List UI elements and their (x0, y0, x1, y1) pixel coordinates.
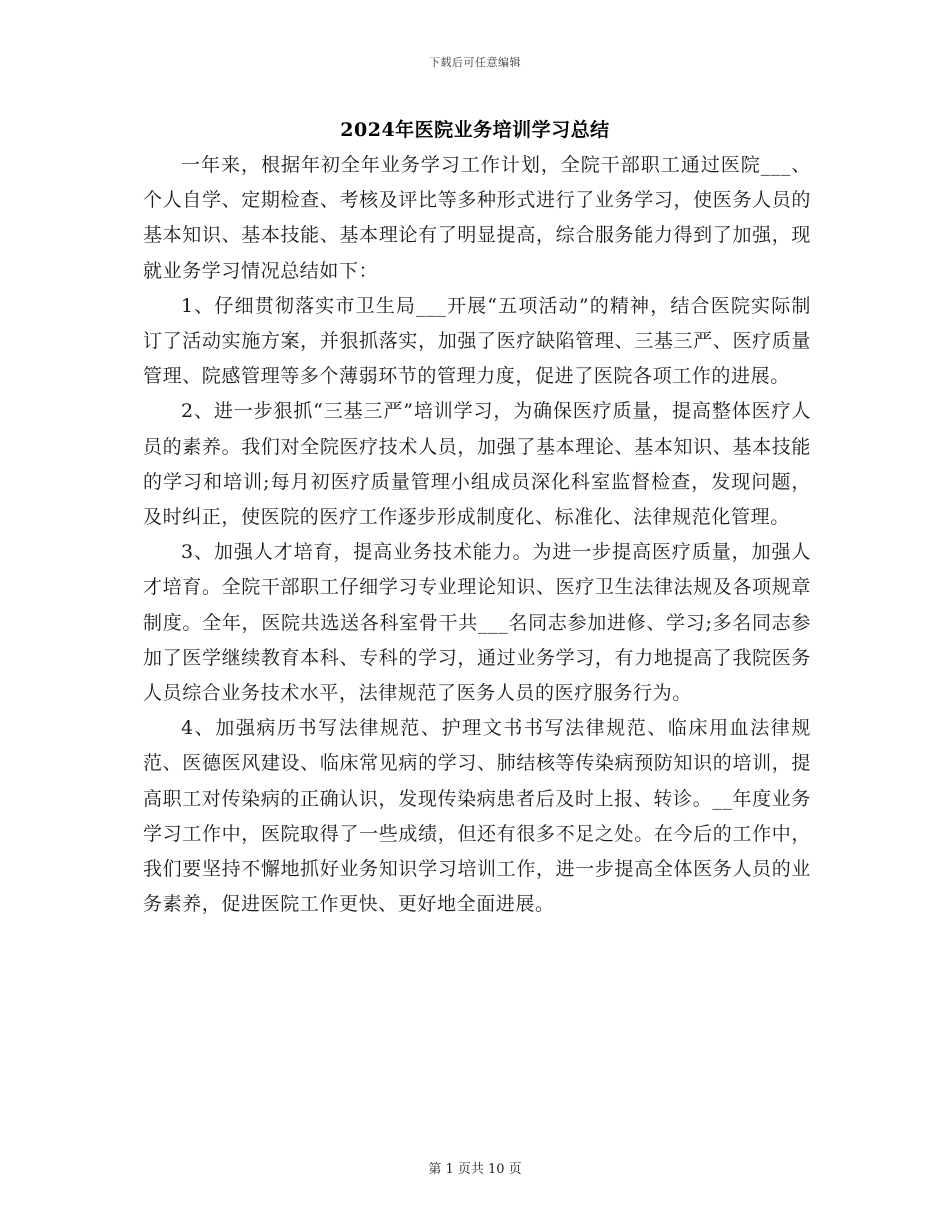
paragraph-item-1: 1、仔细贯彻落实市卫生局___开展“五项活动”的精神，结合医院实际制订了活动实施方案，并狠抓落实，加强了医疗缺陷管理、三基三严、医疗质量管理、院感管理等多个薄弱环节的管理力度，促进了医院各项工作的进展。 (143, 294, 811, 388)
document-title: 2024年医院业务培训学习总结 (340, 119, 610, 141)
paragraph-item-3: 3、加强人才培育，提高业务技术能力。为进一步提高医疗质量，加强人才培育。全院干部职工仔细学习专业理论知识、医疗卫生法律法规及各项规章制度。全年，医院共选送各科室骨干共___名同志参加进修、学习;多名同志参加了医学继续教育本科、专科的学习，通过业务学习，有力地提高了我院医务人员综合业务技术水平，法律规范了医务人员的医疗服务行为。 (143, 541, 811, 705)
paragraph-item-2: 2、进一步狠抓“三基三严”培训学习，为确保医疗质量，提高整体医疗人员的素养。我们对全院医疗技术人员，加强了基本理论、基本知识、基本技能的学习和培训;每月初医疗质量管理小组成员深化科室监督检查，发现问题，及时纠正，使医院的医疗工作逐步形成制度化、标准化、法律规范化管理。 (143, 400, 811, 529)
header-note: 下载后可任意编辑 (429, 56, 521, 69)
paragraph-item-4: 4、加强病历书写法律规范、护理文书书写法律规范、临床用血法律规范、医德医风建设、临床常见病的学习、肺结核等传染病预防知识的培训，提高职工对传染病的正确认识，发现传染病患者后及时上报、转诊。__年度业务学习工作中，医院取得了一些成绩，但还有很多不足之处。在今后的工作中，我们要坚持不懈地抓好业务知识学习培训工作，进一步提高全体医务人员的业务素养，促进医院工作更快、更好地全面进展。 (143, 717, 811, 916)
page-indicator: 第 1 页共 10 页 (428, 1162, 522, 1177)
document-body (143, 148, 811, 922)
paragraph-intro: 一年来，根据年初全年业务学习工作计划，全院干部职工通过医院___、个人自学、定期检查、考核及评比等多种形式进行了业务学习，使医务人员的基本知识、基本技能、基本理论有了明显提高，综合服务能力得到了加强，现就业务学习情况总结如下： (143, 154, 811, 282)
